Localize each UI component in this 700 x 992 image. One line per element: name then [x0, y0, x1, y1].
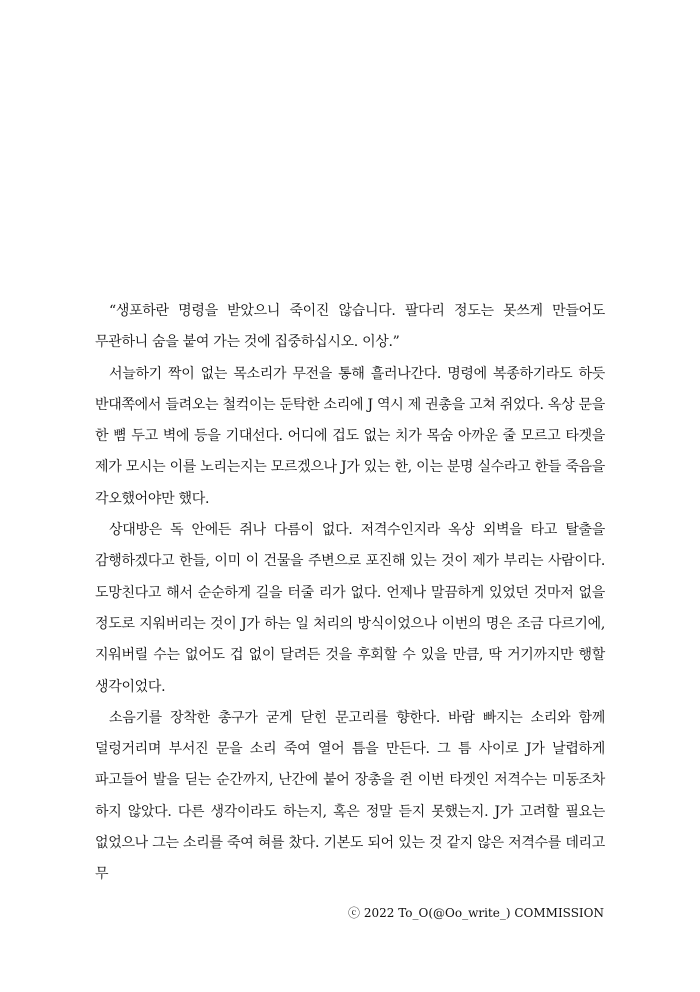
story-body: [95, 296, 605, 891]
paragraph-1: “생포하란 명령을 받았으니 죽이진 않습니다. 팔다리 정도는 못쓰게 만들어도 무관하니 숨을 붙여 가는 것에 집중하십시오. 이상.”: [95, 303, 605, 351]
paragraph-3: 상대방은 독 안에든 쥐나 다름이 없다. 저격수인지라 옥상 외벽을 타고 탈출을 감행하겠다고 한들, 이미 이 건물을 주변으로 포진해 있는 것이 제가 부리는 사람이다. 도망친다고 해서 순순하게 길을 터줄 리가 없다. 언제나 말끔하게 있었던 것마저 없을 정도로 지워버리는 것이 J가 하는 일 처리의 방식이었으나 이번의 명은 조금 다르기에, 지워버릴 수는 없어도 겁 없이 달려든 것을 후회할 수 있을 만큼, 딱 거기까지만 행할 생각이었다.: [95, 522, 605, 695]
paragraph-4: 소음기를 장착한 총구가 굳게 닫힌 문고리를 향한다. 바람 빠지는 소리와 함께 덜렁거리며 부서진 문을 소리 죽여 열어 틈을 만든다. 그 틈 사이로 J가 날렵하게 파고들어 발을 딛는 순간까지, 난간에 붙어 장총을 쥔 이번 타겟인 저격수는 미동조차 하지 않았다. 다른 생각이라도 하는지, 혹은 정말 듣지 못했는지. J가 고려할 필요는 없었으나 그는 소리를 죽여 혀를 찼다. 기본도 되어 있는 것 같지 않은 저격수를 데리고 무: [95, 709, 605, 883]
copyright-notice: ⓒ 2022 To_O(@Oo_write_) COMMISSION: [348, 906, 604, 920]
paragraph-2: 서늘하기 짝이 없는 목소리가 무전을 통해 흘러나간다. 명령에 복종하기라도 하듯 반대쪽에서 들려오는 철컥이는 둔탁한 소리에 J 역시 제 권총을 고쳐 쥐었다. 옥상 문을 한 뼘 두고 벽에 등을 기대선다. 어디에 겁도 없는 치가 목숨 아까운 줄 모르고 타겟을 제가 모시는 이를 노리는지는 모르겠으나 J가 있는 한, 이는 분명 실수라고 한들 죽음을 각오했어야만 했다.: [95, 365, 605, 507]
